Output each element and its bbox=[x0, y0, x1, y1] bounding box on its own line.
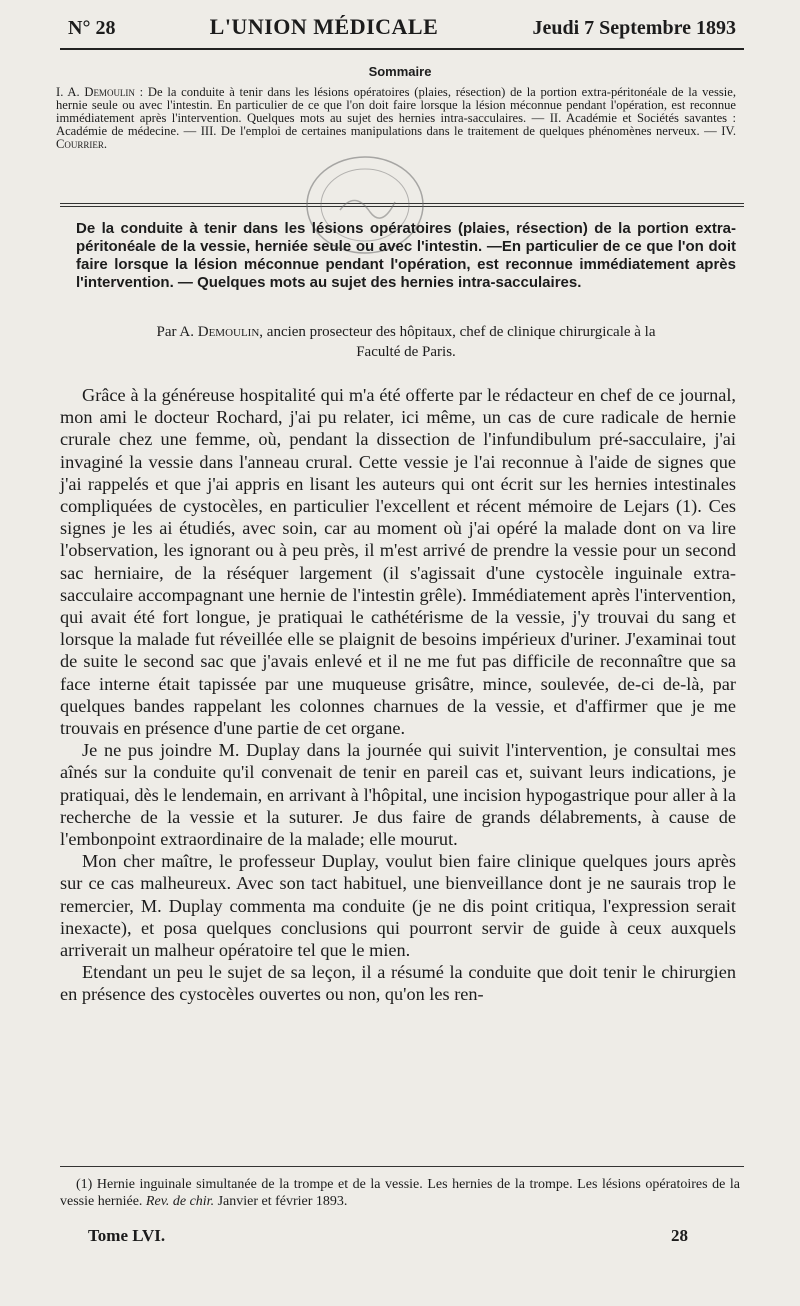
summary-heading: Sommaire bbox=[368, 64, 432, 79]
volume-label: Tome LVI. bbox=[88, 1226, 166, 1245]
page-number: 28 bbox=[671, 1226, 688, 1245]
footnote-date: Janvier et février 1893. bbox=[217, 1194, 348, 1209]
byline-rest: ancien prosecteur des hôpitaux, chef de clinique chirurgicale à la bbox=[266, 324, 656, 340]
byline-prefix: Par A. bbox=[156, 324, 194, 340]
summary-item-4-label: — IV. bbox=[704, 124, 737, 138]
footnote-text: (1) Hernie inguinale simultanée de la trompe et de la vessie. Les hernies de la trompe. Les lésions opératoires de la vessie herniée. bbox=[60, 1177, 740, 1209]
paragraph: Je ne pus joindre M. Duplay dans la journée qui suivit l'intervention, je consultai mes aînés sur la conduite qu'il convenait de tenir en pareil cas et, suivant leurs indications, je pratiquai, dès le lendemain, en arrivant à l'hôpital, une incision hypogastrique pour aller à la recherche de la vessie et la suturer. Je dus faire de grands délabrements, à cause de l'embonpoint extraordinaire de la malade; elle mourut. bbox=[60, 740, 736, 850]
article-body bbox=[60, 384, 736, 1006]
issue-number: N° 28 bbox=[68, 17, 116, 39]
byline-affiliation: Faculté de Paris. bbox=[356, 344, 456, 360]
running-header bbox=[68, 14, 736, 44]
paragraph: Mon cher maître, le professeur Duplay, voulut bien faire clinique quelques jours après sur ce cas malheureux. Avec son tact habituel, une bienveillance dont je ne saurais trop le remercier, M. Duplay commenta ma conduite (je ne dis point critiqua, l'expression serait inexacte), et posa quelques conclusions qui pourront servir de guide à ceux auxquels arriverait un malheur opératoire tel que le mien. bbox=[60, 851, 736, 961]
summary-item-1-text: De la conduite à tenir dans les lésions opératoires (plaies, résection) de la portion extra-péritonéale de la vessie, hernie seule ou avec l'intestin. En particulier de ce que l'on doit faire lorsque la lésion méconnue pendant l'opération, est reconnue immédiatement après l'intervention. Quelques mots au sujet des hernies intra-sacculaires. bbox=[56, 85, 736, 125]
summary-item-1-label: I. A. Demoulin : bbox=[56, 85, 144, 99]
byline bbox=[76, 322, 736, 362]
article-title: De la conduite à tenir dans les lésions opératoires (plaies, résection) de la portion extra-péritonéale de la vessie, herniée seule ou avec l'intestin. —En particulier de ce que l'on doit faire lorsque la lésion méconnue pendant l'opération, est reconnue immédiatement après l'intervention. — Quelques mots au sujet des hernies intra-sacculaires. bbox=[76, 220, 736, 291]
summary-block bbox=[56, 86, 736, 151]
author-name: Demoulin, bbox=[197, 324, 264, 340]
summary-item-2-label: — II. Académie et Sociétés savantes : bbox=[531, 111, 737, 125]
footnote bbox=[60, 1176, 740, 1210]
summary-item-2-text: Académie de médecine. bbox=[56, 124, 180, 138]
paragraph: Grâce à la généreuse hospitalité qui m'a été offerte par le rédacteur en chef de ce journal, mon ami le docteur Rochard, j'ai pu relater, ici même, un cas de cure radicale de hernie crurale chez une femme, où, pendant la dissection de l'infundibulum pré-sacculaire, j'ai invaginé la vessie dans l'anneau crural. Cette vessie je l'ai reconnue à l'aide de signes que j'ai rappelés et que j'ai appris en lisant les auteurs qui ont écrit sur les hernies intestinales compliquées de cystocèles, en particulier l'excellent et récent mémoire de Lejars (1). Ces signes je les ai étudiés, avec soin, car au moment où j'ai opéré la malade dont on va lire l'observation, les ignorant ou à peu près, il m'est arrivé de prendre la vessie pour un second sac herniaire, de la réséquer largement (il s'agissait d'une cystocèle inguinale extra-sacculaire accompagnant une hernie de l'intestin grêle). Immédiatement après l'intervention, qui avait été fort longue, je pratiquai le cathétérisme de la vessie, j'y trouvai du sang et lorsque la malade fut réveillée elle se plaignit de besoins impérieux d'uriner. J'examinai tout de suite le second sac que j'avais enlevé et il ne me fut pas difficile de reconnaître que sa face interne était tapissée par une muqueuse grisâtre, mince, soulevée, de-ci de-là, par quelques bandes rappelant les colonnes charnues de la vessie, et d'affirmer que je me trouvais en présence d'une partie de cet organe. bbox=[60, 385, 736, 739]
summary-item-4-text: Courrier. bbox=[56, 137, 108, 151]
paragraph: Etendant un peu le sujet de sa leçon, il a résumé la conduite que doit tenir le chirurgien en présence des cystocèles ouvertes ou non, qu'on les ren- bbox=[60, 962, 736, 1005]
footnote-rule bbox=[60, 1166, 744, 1167]
summary-item-3: — III. De l'emploi de certaines manipulations dans le traitement de quelques phénomènes nerveux. bbox=[183, 124, 700, 138]
header-rule bbox=[60, 48, 744, 50]
footnote-source: Rev. de chir. bbox=[145, 1194, 215, 1209]
page-footer bbox=[88, 1226, 688, 1246]
issue-date: Jeudi 7 Septembre 1893 bbox=[532, 17, 736, 39]
journal-title: L'UNION MÉDICALE bbox=[209, 14, 439, 39]
